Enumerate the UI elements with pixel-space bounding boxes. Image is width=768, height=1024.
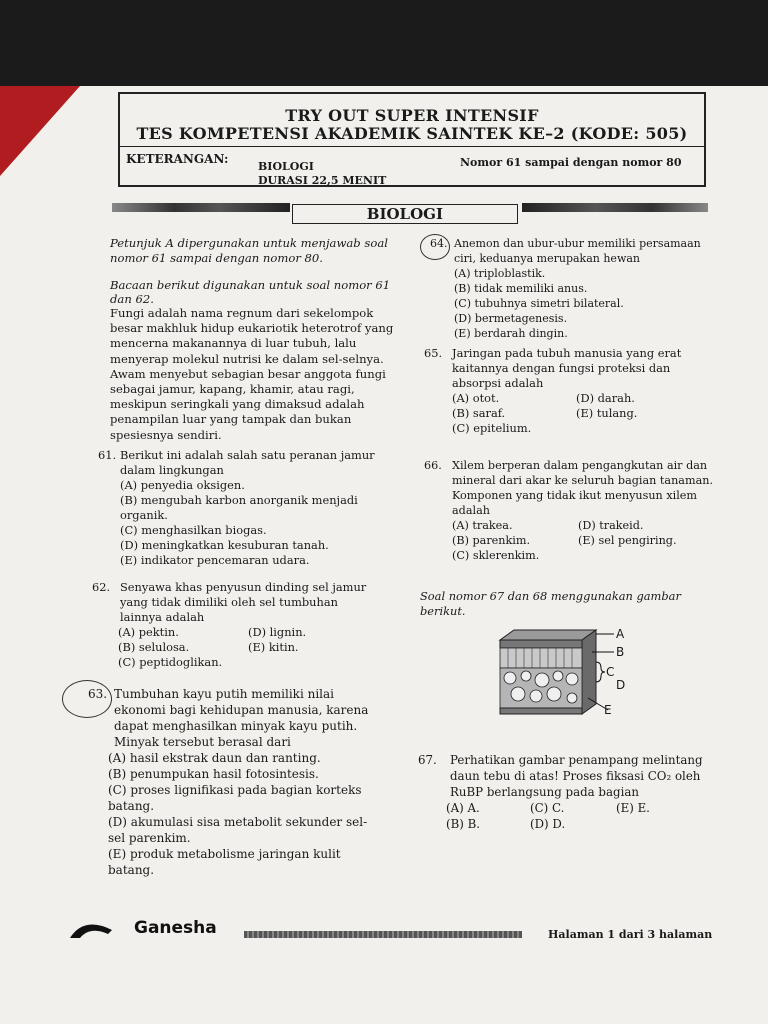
option-b[interactable]: (B) B. xyxy=(446,817,481,831)
diagram-label-c: C xyxy=(606,665,615,679)
option-e[interactable]: (E) kitin. xyxy=(248,640,299,654)
question-stem: ciri, keduanya merupakan hewan xyxy=(454,252,641,265)
soal-note-line2: berikut. xyxy=(420,604,466,618)
exam-title-line1: TRY OUT SUPER INTENSIF xyxy=(285,106,539,125)
option-d[interactable]: (D) darah. xyxy=(576,391,635,405)
option-a[interactable]: (A) hasil ekstrak daun dan ranting. xyxy=(108,751,321,765)
option-b-cont: organik. xyxy=(120,508,168,522)
question-stem: daun tebu di atas! Proses fiksasi CO₂ oleh xyxy=(450,769,701,783)
option-b[interactable]: (B) saraf. xyxy=(452,406,506,420)
empty-cell xyxy=(578,548,704,563)
question-stem: Senyawa khas penyusun dinding sel jamur xyxy=(120,580,367,594)
petunjuk-line1: Petunjuk A dipergunakan untuk menjawab soal xyxy=(110,236,388,250)
question-stem: Jaringan pada tubuh manusia yang erat xyxy=(452,346,682,360)
option-c[interactable]: (C) menghasilkan biogas. xyxy=(120,523,267,537)
empty-cell xyxy=(248,655,378,670)
question-stem: Perhatikan gambar penampang melintang xyxy=(450,753,703,767)
question-63 xyxy=(88,686,368,878)
page-indicator: Halaman 1 dari 3 halaman xyxy=(548,928,713,941)
exam-title-line2: TES KOMPETENSI AKADEMIK SAINTEK KE–2 (KODE: 505) xyxy=(136,124,688,143)
question-stem: Berikut ini adalah salah satu peranan jamur xyxy=(120,448,375,462)
publisher-name: Ganesha xyxy=(134,918,217,938)
option-c[interactable]: (C) sklerenkim. xyxy=(452,549,540,562)
passage-line: Fungi adalah nama regnum dari sekelompok xyxy=(110,306,374,320)
question-range: Nomor 61 sampai dengan nomor 80 xyxy=(460,156,682,169)
footer-bar xyxy=(244,931,522,938)
red-corner-decoration xyxy=(0,86,80,176)
empty-cell xyxy=(576,421,696,436)
option-e[interactable]: (E) sel pengiring. xyxy=(578,534,677,547)
option-e-cont: batang. xyxy=(108,863,155,877)
option-c[interactable]: (C) proses lignifikasi pada bagian korteks xyxy=(108,783,362,797)
option-c[interactable]: (C) tubuhnya simetri bilateral. xyxy=(454,297,624,310)
question-65 xyxy=(424,346,696,436)
question-64 xyxy=(430,236,701,341)
question-stem: kaitannya dengan fungsi proteksi dan xyxy=(452,361,671,375)
question-67 xyxy=(418,752,703,832)
option-b[interactable]: (B) tidak memiliki anus. xyxy=(454,282,588,295)
question-66 xyxy=(424,458,713,563)
option-a[interactable]: (A) trakea. xyxy=(452,519,513,532)
question-stem: RuBP berlangsung pada bagian xyxy=(450,785,639,799)
bacaan-line1: Bacaan berikut digunakan untuk soal nomor 61 xyxy=(110,278,391,292)
option-e[interactable]: (E) indikator pencemaran udara. xyxy=(120,553,310,567)
question-stem: lainnya adalah xyxy=(120,610,205,624)
passage-line: penampilan luar yang tampak dan bukan xyxy=(110,412,352,427)
option-d[interactable]: (D) meningkatkan kesuburan tanah. xyxy=(120,538,329,552)
passage-line: mencerna makanannya di luar tubuh, lalu xyxy=(110,336,357,351)
question-stem: adalah xyxy=(452,504,490,517)
soal-note-line1: Soal nomor 67 dan 68 menggunakan gambar xyxy=(420,589,681,603)
option-c-cont: batang. xyxy=(108,799,155,813)
question-stem: ekonomi bagi kehidupan manusia, karena xyxy=(114,703,369,717)
option-e[interactable]: (E) berdarah dingin. xyxy=(454,327,568,340)
hand-drawn-circle xyxy=(62,680,112,718)
hand-drawn-circle xyxy=(420,234,450,260)
passage-line: besar makhluk hidup eukariotik heterotrof yang xyxy=(110,321,394,336)
option-c[interactable]: (C) peptidoglikan. xyxy=(118,655,223,669)
question-stem: yang tidak dimiliki oleh sel tumbuhan xyxy=(120,595,338,609)
question-62 xyxy=(92,580,378,670)
passage xyxy=(110,306,393,443)
question-stem: dapat menghasilkan minyak kayu putih. xyxy=(114,719,358,733)
question-number: 66. xyxy=(424,459,442,472)
question-number: 64. xyxy=(430,237,448,250)
question-number: 62. xyxy=(92,580,111,594)
petunjuk-line2: nomor 61 sampai dengan nomor 80. xyxy=(110,251,323,265)
question-stem: Minyak tersebut berasal dari xyxy=(114,735,291,749)
option-d[interactable]: (D) bermetagenesis. xyxy=(454,312,568,325)
exam-header xyxy=(118,92,706,187)
diagram-label-b: B xyxy=(616,645,625,659)
empty-cell xyxy=(616,816,696,832)
option-d-cont: sel parenkim. xyxy=(108,831,191,845)
option-d[interactable]: (D) akumulasi sisa metabolit sekunder sel- xyxy=(108,815,368,829)
option-a[interactable]: (A) otot. xyxy=(452,391,500,405)
option-b[interactable]: (B) mengubah karbon anorganik menjadi xyxy=(120,493,358,507)
option-e[interactable]: (E) produk metabolisme jaringan kulit xyxy=(108,847,341,861)
question-61 xyxy=(98,448,375,568)
keterangan-label: KETERANGAN: xyxy=(126,152,229,166)
header-divider xyxy=(120,146,704,147)
option-a[interactable]: (A) triploblastik. xyxy=(454,267,546,280)
bacaan-line2: dan 62. xyxy=(110,292,154,306)
question-number: 67. xyxy=(418,753,437,767)
passage-line: menyerap molekul nutrisi ke dalam sel-selnya. xyxy=(110,351,384,366)
option-e[interactable]: (E) E. xyxy=(616,801,650,815)
option-e[interactable]: (E) tulang. xyxy=(576,406,638,420)
option-d[interactable]: (D) lignin. xyxy=(248,625,307,639)
passage-line: spesiesnya sendiri. xyxy=(110,427,222,442)
section-banner: BIOLOGI xyxy=(292,204,518,224)
diagram-label-d: D xyxy=(616,678,626,692)
option-b[interactable]: (B) penumpukan hasil fotosintesis. xyxy=(108,767,319,781)
option-a[interactable]: (A) penyedia oksigen. xyxy=(120,478,245,492)
diagram-label-a: A xyxy=(616,627,625,641)
subject-info xyxy=(258,160,386,188)
question-number: 63. xyxy=(88,687,108,701)
question-stem: mineral dari akar ke seluruh bagian tanaman. xyxy=(452,474,713,487)
question-stem: Komponen yang tidak ikut menyusun xilem xyxy=(452,489,698,502)
subject-name: BIOLOGI xyxy=(258,160,314,173)
passage-line: Awam menyebut sebagian besar anggota fungi xyxy=(110,366,386,381)
passage-line: meskipun seringkali yang dimaksud adalah xyxy=(110,397,365,412)
duration: DURASI 22,5 MENIT xyxy=(258,174,387,187)
question-stem: absorpsi adalah xyxy=(452,376,544,390)
option-b[interactable]: (B) parenkim. xyxy=(452,534,531,547)
diagram-label-e: E xyxy=(604,703,612,717)
option-c[interactable]: (C) epitelium. xyxy=(452,421,532,435)
option-c[interactable]: (C) C. xyxy=(530,801,565,815)
passage-line: sebagai jamur, kapang, khamir, atau ragi, xyxy=(110,382,355,397)
question-number: 61. xyxy=(98,448,117,462)
question-number: 65. xyxy=(424,346,443,360)
banner-bar-right xyxy=(522,203,708,212)
question-stem: Anemon dan ubur-ubur memiliki persamaan xyxy=(454,237,701,250)
option-b[interactable]: (B) selulosa. xyxy=(118,640,190,654)
option-d[interactable]: (D) D. xyxy=(530,817,566,831)
question-stem: Xilem berperan dalam pengangkutan air dan xyxy=(452,459,708,472)
ganesha-logo-icon xyxy=(68,920,114,940)
banner-bar-left xyxy=(112,203,290,212)
question-stem: Tumbuhan kayu putih memiliki nilai xyxy=(114,687,335,701)
option-a[interactable]: (A) A. xyxy=(446,801,480,815)
question-stem: dalam lingkungan xyxy=(120,463,224,477)
option-d[interactable]: (D) trakeid. xyxy=(578,519,644,532)
option-a[interactable]: (A) pektin. xyxy=(118,625,179,639)
